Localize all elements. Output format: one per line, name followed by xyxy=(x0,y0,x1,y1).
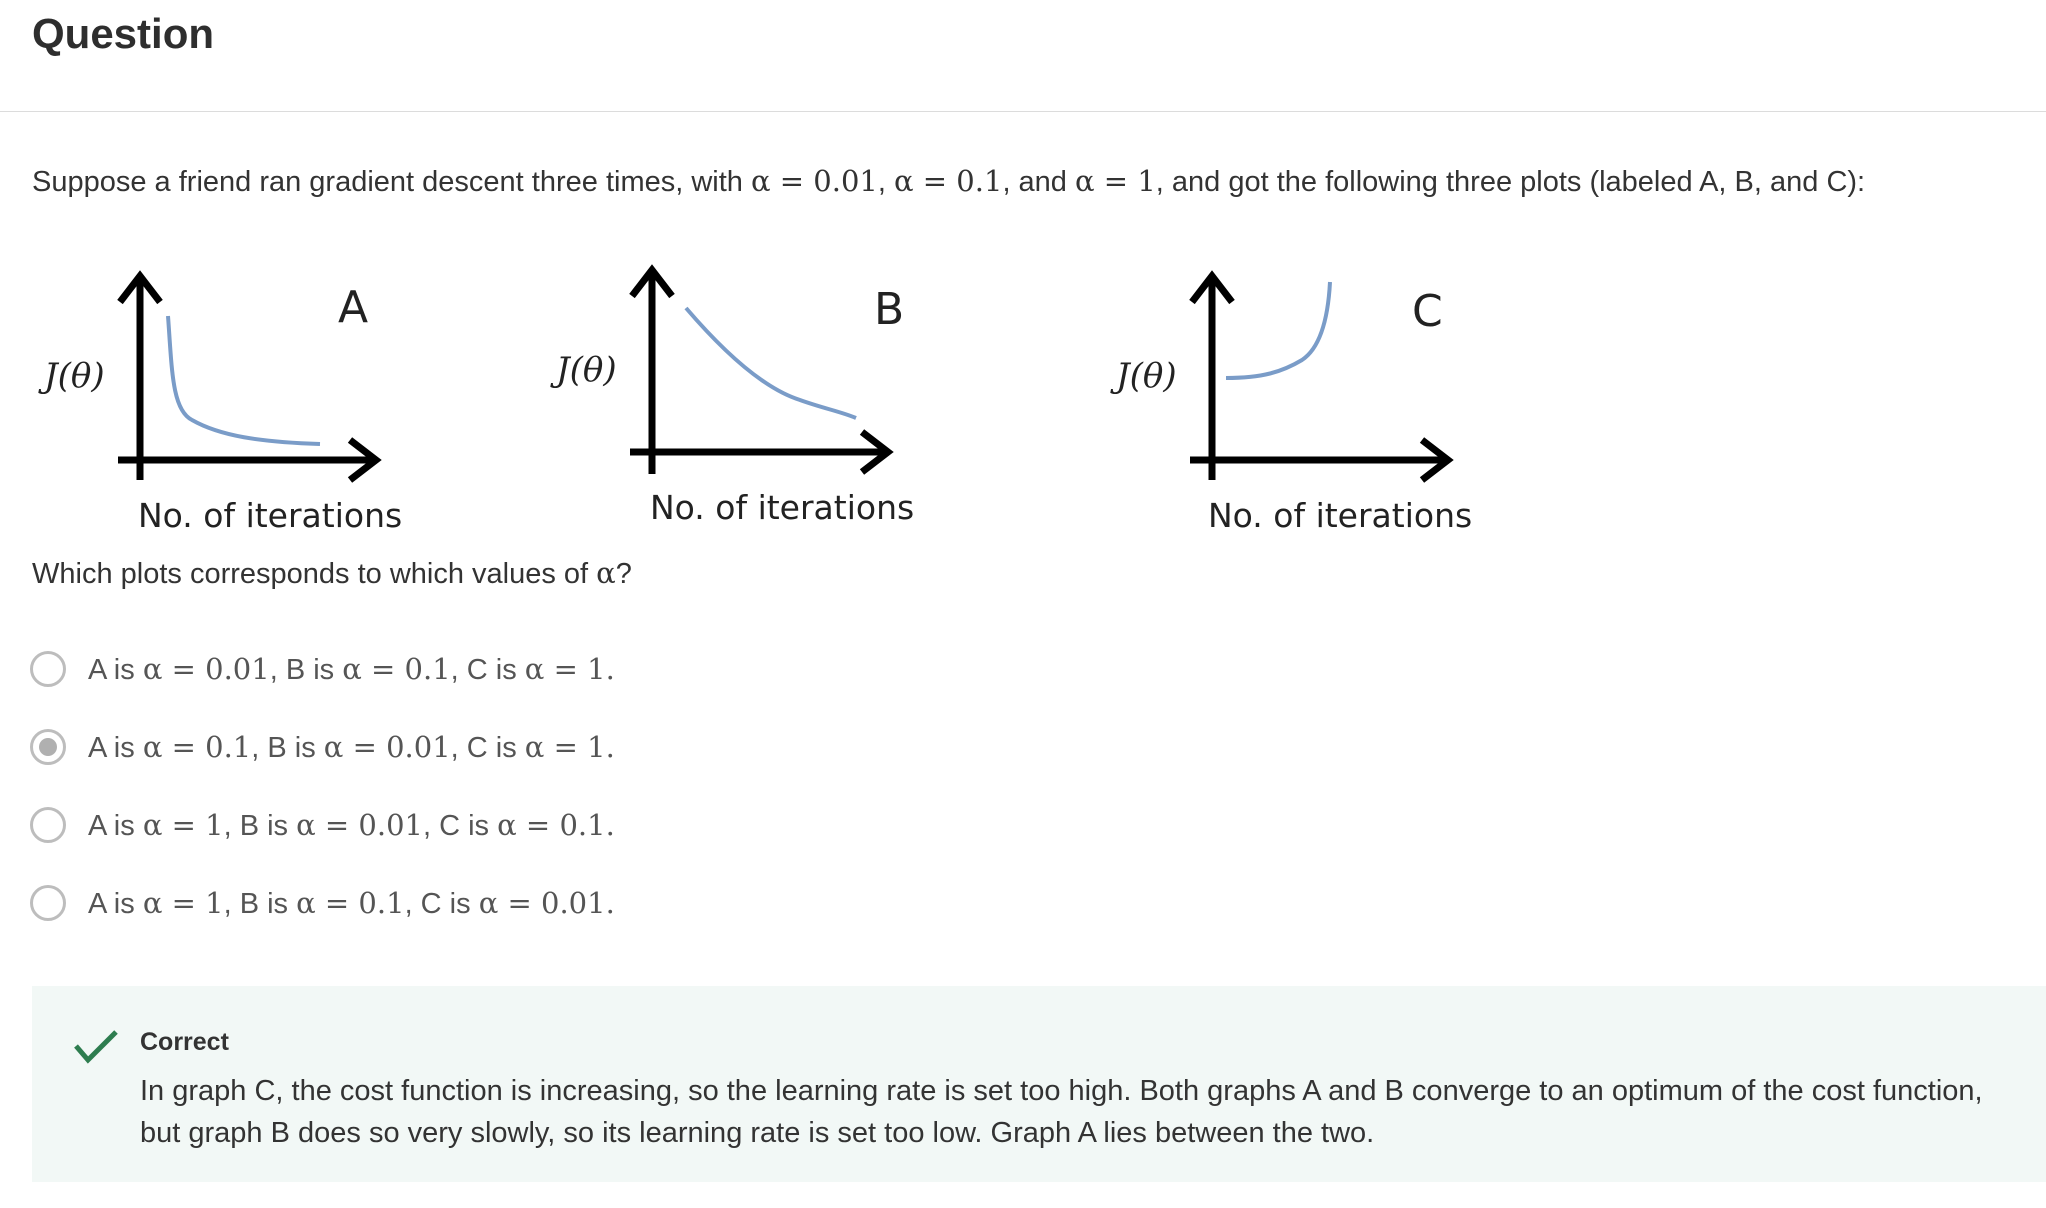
radio-button[interactable] xyxy=(30,807,66,843)
option-label: A is α = 0.1, B is α = 0.01, C is α = 1. xyxy=(88,729,615,764)
plot-b-ylabel: J(θ) xyxy=(556,350,617,390)
alpha-value-1: α = 0.01 xyxy=(750,164,878,198)
plot-a-xlabel: No. of iterations xyxy=(138,496,403,535)
radio-button[interactable] xyxy=(30,651,66,687)
checkmark-icon xyxy=(72,1026,120,1066)
plot-b-label: B xyxy=(874,284,905,335)
radio-button-selected[interactable] xyxy=(30,729,66,765)
plot-b xyxy=(552,260,972,550)
plot-a-label: A xyxy=(338,282,369,333)
page-title: Question xyxy=(32,10,215,57)
feedback-title: Correct xyxy=(140,1028,229,1056)
option-1[interactable] xyxy=(30,645,930,693)
plot-c-xlabel: No. of iterations xyxy=(1208,496,1473,535)
question-header xyxy=(0,0,2046,112)
option-4[interactable] xyxy=(30,879,930,927)
plot-c xyxy=(1112,260,1532,550)
plot-a-curve xyxy=(168,316,320,444)
plot-c-ylabel: J(θ) xyxy=(1116,356,1177,396)
alpha-value-3: α = 1 xyxy=(1075,164,1156,198)
sub-question: Which plots corresponds to which values of α? xyxy=(32,556,632,590)
question-prompt: Suppose a friend ran gradient descent three times, with α = 0.01, α = 0.1, and α = 1, and got the following three plots (labeled A, B, and C): xyxy=(32,164,1866,198)
option-2[interactable] xyxy=(30,723,930,771)
plot-c-label: C xyxy=(1412,286,1443,337)
option-label: A is α = 1, B is α = 0.01, C is α = 0.1. xyxy=(88,807,615,842)
option-label: A is α = 1, B is α = 0.1, C is α = 0.01. xyxy=(88,885,615,920)
feedback-text: In graph C, the cost function is increasing, so the learning rate is set too high. Both graphs A and B converge to an optimum of the cost function, but graph B does so very slowly, so its learning rate is set too low. Graph A lies between the two. xyxy=(140,1075,1983,1149)
plot-a-ylabel: J(θ) xyxy=(44,356,105,396)
radio-button[interactable] xyxy=(30,885,66,921)
plot-a xyxy=(40,260,460,550)
plot-c-curve xyxy=(1226,282,1330,378)
plot-b-xlabel: No. of iterations xyxy=(650,488,915,527)
option-label: A is α = 0.01, B is α = 0.1, C is α = 1. xyxy=(88,651,615,686)
feedback-panel xyxy=(32,986,2046,1182)
plots-row xyxy=(0,260,2046,550)
option-3[interactable] xyxy=(30,801,930,849)
plot-b-curve xyxy=(686,308,856,418)
alpha-value-2: α = 0.1 xyxy=(893,164,1003,198)
